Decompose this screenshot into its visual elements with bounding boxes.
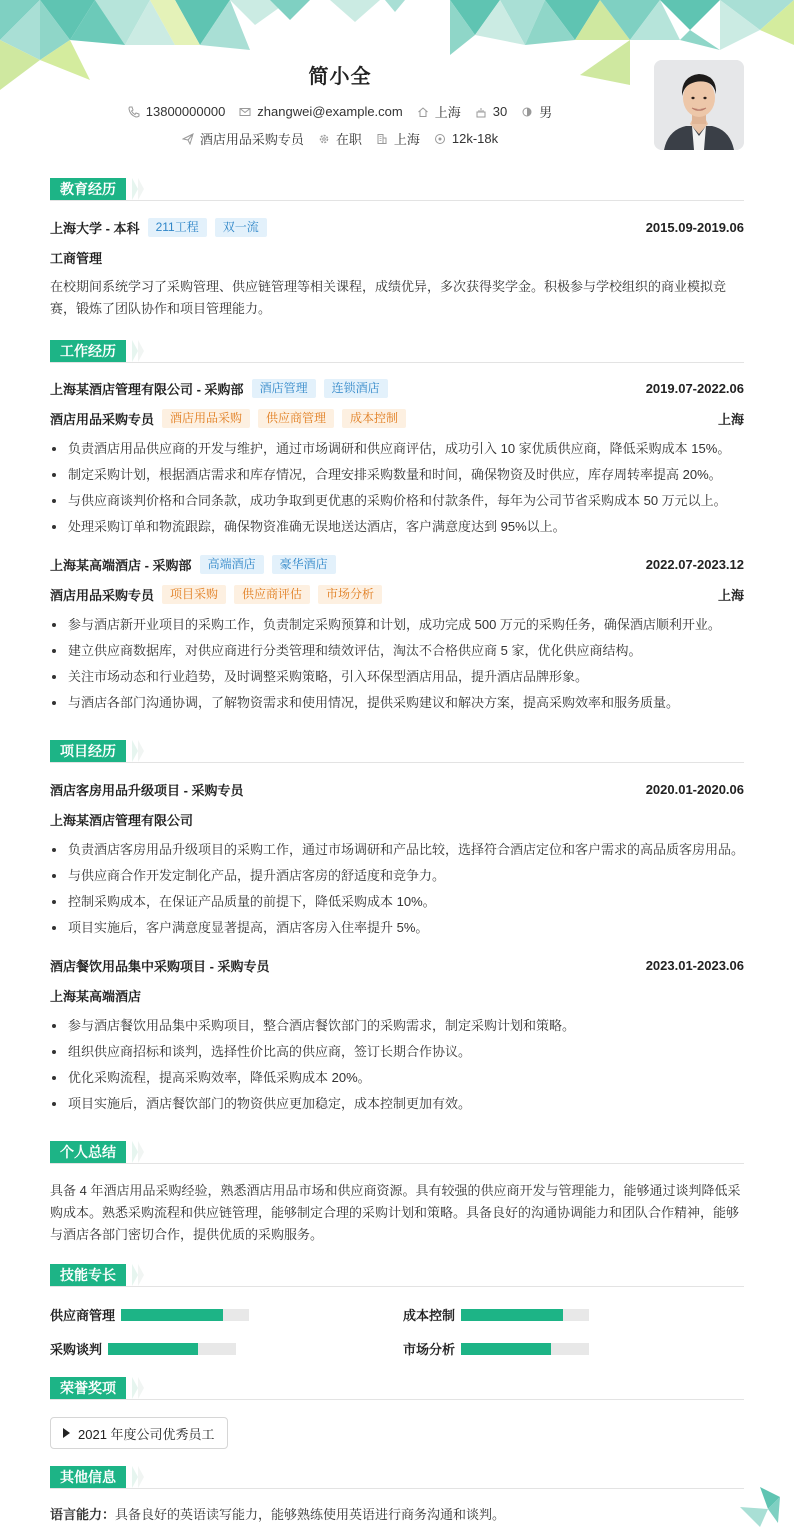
work-tag: 高端酒店 [200,555,264,574]
gender-info [521,102,552,121]
work-period: 2019.07-2022.06 [645,381,744,396]
section-awards [50,1377,744,1400]
other-info-text: 具备良好的英语读写能力，能够熟练使用英语进行商务沟通和谈判。 [115,1507,506,1522]
skill-bar [121,1309,249,1321]
skill-bar [108,1343,236,1355]
phone-icon [128,106,140,118]
cake-icon [475,106,487,118]
work-duties [50,614,744,718]
work-role: 酒店用品采购专员 [50,588,155,603]
list-item: 制定采购计划，根据酒店需求和库存情况，合理安排采购数量和时间，确保物资及时供应，库存周转率提高 20%。 [50,464,744,490]
list-item: 关注市场动态和行业趋势，及时调整采购策略，引入环保型酒店用品，提升酒店品牌形象。 [50,666,744,692]
status-text: 在职 [335,132,362,147]
target-city-text: 上海 [393,132,420,147]
list-item: 建立供应商数据库，对供应商进行分类管理和绩效评估，淘汰不合格供应商 5 家，优化供应商结构。 [50,640,744,666]
email-info [239,104,402,119]
list-item: 项目实施后，酒店餐饮部门的物资供应更加稳定，成本控制更加有效。 [50,1093,744,1119]
job-target-info [182,129,304,148]
work-role-tag: 供应商评估 [234,585,310,604]
coin-icon [434,133,446,145]
section-title-skills: 技能专长 [50,1264,126,1286]
project-org-row [50,986,744,1005]
age-info [475,104,507,119]
email-text: zhangwei@example.com [257,104,403,119]
education-major-row [50,248,744,267]
work-tag: 酒店管理 [252,379,316,398]
gear-icon [318,133,330,145]
skill-name: 成本控制 [403,1308,456,1323]
list-item: 控制采购成本，在保证产品质量的前提下，降低采购成本 10%。 [50,891,744,917]
list-item: 与供应商合作开发定制化产品，提升酒店客房的舒适度和竞争力。 [50,865,744,891]
award-item[interactable] [50,1417,228,1449]
other-info-label: 语言能力： [50,1507,116,1522]
mail-icon [239,106,251,118]
portrait-photo [654,60,744,150]
education-header [50,218,744,237]
list-item: 处理采购订单和物流跟踪，确保物资准确无误地送达酒店，客户满意度达到 95%以上。 [50,516,744,542]
project-header [50,956,744,975]
play-icon [63,1428,70,1438]
project-org: 上海某高端酒店 [50,989,142,1004]
list-item: 负责酒店客房用品升级项目的采购工作，通过市场调研和产品比较，选择符合酒店定位和客户需求的高品质客房用品。 [50,839,744,865]
list-item: 负责酒店用品供应商的开发与维护，通过市场调研和供应商评估，成功引入 10 家优质供应商，降低采购成本 15%。 [50,438,744,464]
status-info [318,129,362,148]
phone-text: 13800000000 [145,104,226,119]
list-item: 项目实施后，客户满意度显著提高，酒店客房入住率提升 5%。 [50,917,744,943]
work-role-row [50,409,744,428]
city-info [417,102,461,121]
work-header [50,379,744,398]
skill-bar-fill [461,1343,551,1355]
building-icon [376,133,388,145]
skill-bar [461,1343,589,1355]
section-title-summary: 个人总结 [50,1141,126,1163]
work-role-tag: 市场分析 [318,585,382,604]
skill-item [403,1305,589,1324]
home-icon [417,106,429,118]
list-item: 组织供应商招标和谈判，选择性价比高的供应商，签订长期合作协议。 [50,1041,744,1067]
work-company: 上海某酒店管理有限公司 - 采购部 [50,382,244,397]
work-role-tag: 成本控制 [342,409,406,428]
skill-bar-fill [461,1309,563,1321]
phone-info [128,104,226,119]
work-role-tag: 供应商管理 [258,409,334,428]
candidate-name: 简小全 [308,66,372,88]
skill-bar-fill [108,1343,198,1355]
work-location: 上海 [717,412,744,427]
salary-text: 12k-18k [451,131,499,146]
work-period: 2022.07-2023.12 [645,557,744,572]
education-tag: 211工程 [148,218,207,237]
skill-bar [461,1309,589,1321]
work-role: 酒店用品采购专员 [50,412,155,427]
target-city-info [376,129,420,148]
section-title-awards: 荣誉奖项 [50,1377,126,1399]
skill-bar-fill [121,1309,223,1321]
job-target-text: 酒店用品采购专员 [199,132,304,147]
work-tag: 豪华酒店 [272,555,336,574]
send-icon [182,133,194,145]
section-title-projects: 项目经历 [50,740,126,762]
education-description: 在校期间系统学习了采购管理、供应链管理等相关课程，成绩优异，多次获得奖学金。积极参与学校组织的商业模拟竞赛，锻炼了团队协作和项目管理能力。 [50,279,727,316]
work-role-tag: 项目采购 [162,585,226,604]
section-education [50,178,744,201]
education-school: 上海大学 - 本科 [50,221,140,236]
work-tag: 连锁酒店 [324,379,388,398]
salary-info [434,131,498,146]
skill-item [50,1305,249,1324]
skill-item [50,1339,236,1358]
other-info [50,1504,744,1526]
work-duties [50,438,744,542]
gender-text: 男 [539,105,553,120]
section-skills [50,1264,744,1287]
project-period: 2023.01-2023.06 [645,958,744,973]
work-company: 上海某高端酒店 - 采购部 [50,558,192,573]
skill-name: 采购谈判 [50,1342,103,1357]
section-title-other: 其他信息 [50,1466,126,1488]
project-header [50,780,744,799]
summary-text: 具备 4 年酒店用品采购经验，熟悉酒店用品市场和供应商资源。具有较强的供应商开发与管理能力，能够通过谈判降低采购成本。熟悉采购流程和供应链管理，能够制定合理的采购计划和策略。具备良好的沟通协调能力和团队合作精神，能够与酒店各部门密切合作，提供优质的采购服务。 [50,1183,741,1242]
section-projects [50,740,744,763]
work-location: 上海 [717,588,744,603]
list-item: 与供应商谈判价格和合同条款，成功争取到更优惠的采购价格和付款条件，每年为公司节省采购成本 50 万元以上。 [50,490,744,516]
section-work [50,340,744,363]
section-title-work: 工作经历 [50,340,126,362]
project-org: 上海某酒店管理有限公司 [50,813,194,828]
avatar [654,60,744,150]
education-tag: 双一流 [215,218,267,237]
project-title: 酒店客房用品升级项目 - 采购专员 [50,783,244,798]
skill-name: 市场分析 [403,1342,456,1357]
work-header [50,555,744,574]
award-text: 2021 年度公司优秀员工 [78,1426,215,1442]
project-items [50,1015,744,1119]
education-major: 工商管理 [50,251,103,266]
skill-item [403,1339,589,1358]
section-title-education: 教育经历 [50,178,126,200]
list-item: 参与酒店新开业项目的采购工作，负责制定采购预算和计划，成功完成 500 万元的采购任务，确保酒店顺利开业。 [50,614,744,640]
job-intent-row [0,129,680,148]
project-title: 酒店餐饮用品集中采购项目 - 采购专员 [50,959,270,974]
list-item: 优化采购流程，提高采购效率，降低采购成本 20%。 [50,1067,744,1093]
project-period: 2020.01-2020.06 [645,782,744,797]
list-item: 参与酒店餐饮用品集中采购项目，整合酒店餐饮部门的采购需求，制定采购计划和策略。 [50,1015,744,1041]
section-summary [50,1141,744,1164]
city-text: 上海 [434,105,461,120]
list-item: 与酒店各部门沟通协调，了解物资需求和使用情况，提供采购建议和解决方案，提高采购效率和服务质量。 [50,692,744,718]
contact-row [0,102,680,121]
work-role-tag: 酒店用品采购 [162,409,250,428]
project-org-row [50,810,744,829]
gender-icon [521,106,533,118]
education-period: 2015.09-2019.06 [645,220,744,235]
age-text: 30 [492,104,508,119]
project-items [50,839,744,943]
section-other [50,1466,744,1489]
skill-name: 供应商管理 [50,1308,116,1323]
footer-decoration [740,1487,780,1527]
work-role-row [50,585,744,604]
